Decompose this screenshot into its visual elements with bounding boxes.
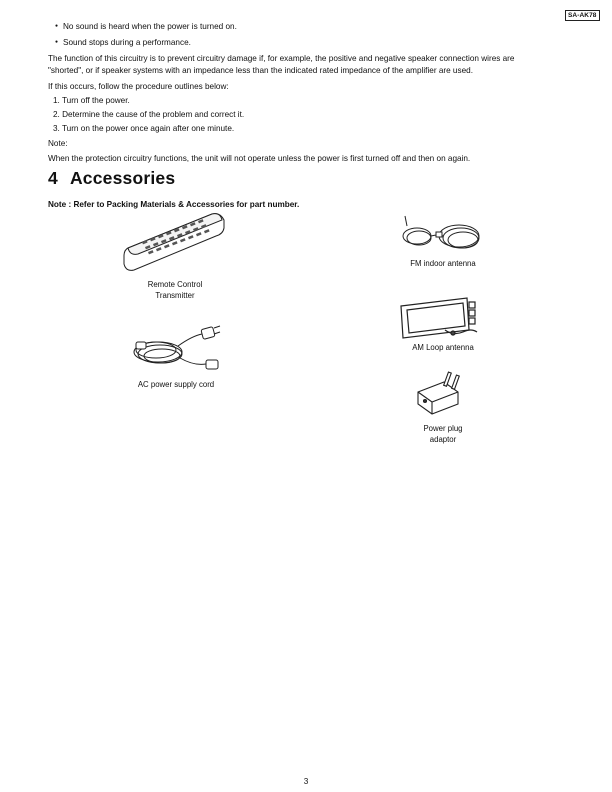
caption-line: adaptor <box>429 435 457 444</box>
am-loop-antenna-image <box>395 296 485 342</box>
bullet-item: ● Sound stops during a performance. <box>63 37 191 48</box>
power-plug-adaptor-image <box>414 370 470 418</box>
bullet-item: ● No sound is heard when the power is turned on. <box>63 21 237 32</box>
note-text: When the protection circuitry functions, the unit will not operate unless the power is first turned off and then on again. <box>48 154 471 163</box>
section-heading <box>48 168 175 189</box>
fm-antenna-caption: FM indoor antenna <box>410 259 476 268</box>
section-number: 4 <box>48 168 58 188</box>
ac-cord-caption: AC power supply cord <box>137 380 215 389</box>
caption-line: Transmitter <box>155 291 195 300</box>
step-item: 2. Determine the cause of the problem and correct it. <box>53 110 245 119</box>
ac-power-cord-image <box>128 322 224 374</box>
paragraph-text: If this occurs, follow the procedure outlines below: <box>48 82 229 91</box>
am-antenna-caption: AM Loop antenna <box>412 343 474 352</box>
fm-antenna-image <box>395 212 487 258</box>
model-tag: SA-AK78 <box>565 10 600 21</box>
page-number: 3 <box>303 777 309 786</box>
caption-line: Remote Control <box>147 280 203 289</box>
paragraph-text: "shorted", or if speaker systems with an impedance less than the indicated rated impedance of the amplifier are used. <box>48 66 473 75</box>
note-label: Note: <box>48 139 68 148</box>
remote-control-image <box>120 208 230 276</box>
remote-control-caption <box>120 279 230 301</box>
caption-line: Power plug <box>423 424 463 433</box>
section-title: Accessories <box>69 168 176 188</box>
power-plug-caption <box>395 423 491 445</box>
step-item: 3. Turn on the power once again after one minute. <box>53 124 235 133</box>
step-item: 1. Turn off the power. <box>53 96 130 105</box>
section-note: Note : Refer to Packing Materials & Accessories for part number. <box>48 200 300 209</box>
paragraph-text: The function of this circuitry is to prevent circuitry damage if, for example, the positive and negative speaker connection wires are <box>48 54 515 63</box>
